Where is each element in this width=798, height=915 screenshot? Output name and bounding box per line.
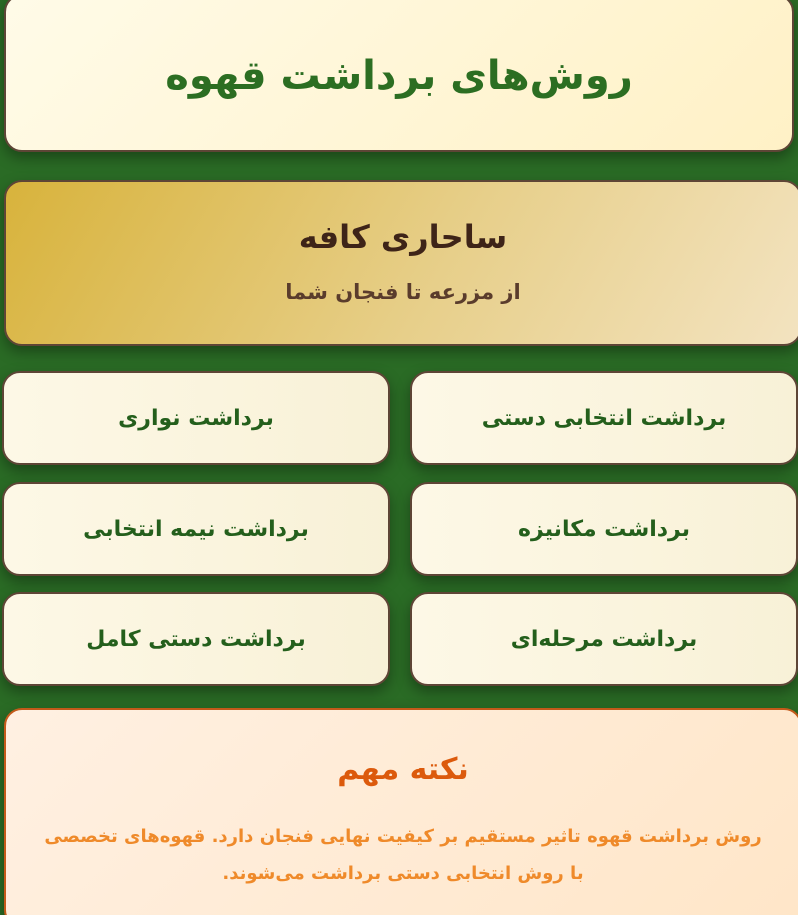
method-button-full-manual[interactable]	[2, 592, 390, 686]
page-title: روش‌های برداشت قهوه	[165, 53, 633, 99]
brand-tagline: از مزرعه تا فنجان شما	[285, 280, 521, 304]
important-note	[4, 708, 798, 915]
method-label: برداشت نیمه انتخابی	[83, 516, 309, 542]
method-button-mechanized[interactable]	[410, 482, 798, 576]
method-label: برداشت مکانیزه	[518, 516, 690, 542]
brand-name: ساحاری کافه	[298, 218, 508, 256]
method-label: برداشت نواری	[118, 405, 274, 431]
page-header	[4, 0, 794, 152]
brand-banner	[4, 180, 798, 346]
note-text: روش برداشت قهوه تاثیر مستقیم بر کیفیت نهایی فنجان دارد. قهوه‌های تخصصی با روش انتخابی دستی برداشت می‌شوند.	[44, 826, 762, 884]
method-button-selective-manual[interactable]	[410, 371, 798, 465]
method-label: برداشت دستی کامل	[86, 626, 306, 652]
method-button-semi-selective[interactable]	[2, 482, 390, 576]
method-label: برداشت مرحله‌ای	[510, 626, 698, 652]
method-button-staged[interactable]	[410, 592, 798, 686]
note-title: نکته مهم	[337, 752, 469, 787]
method-button-strip[interactable]	[2, 371, 390, 465]
method-label: برداشت انتخابی دستی	[481, 405, 727, 431]
